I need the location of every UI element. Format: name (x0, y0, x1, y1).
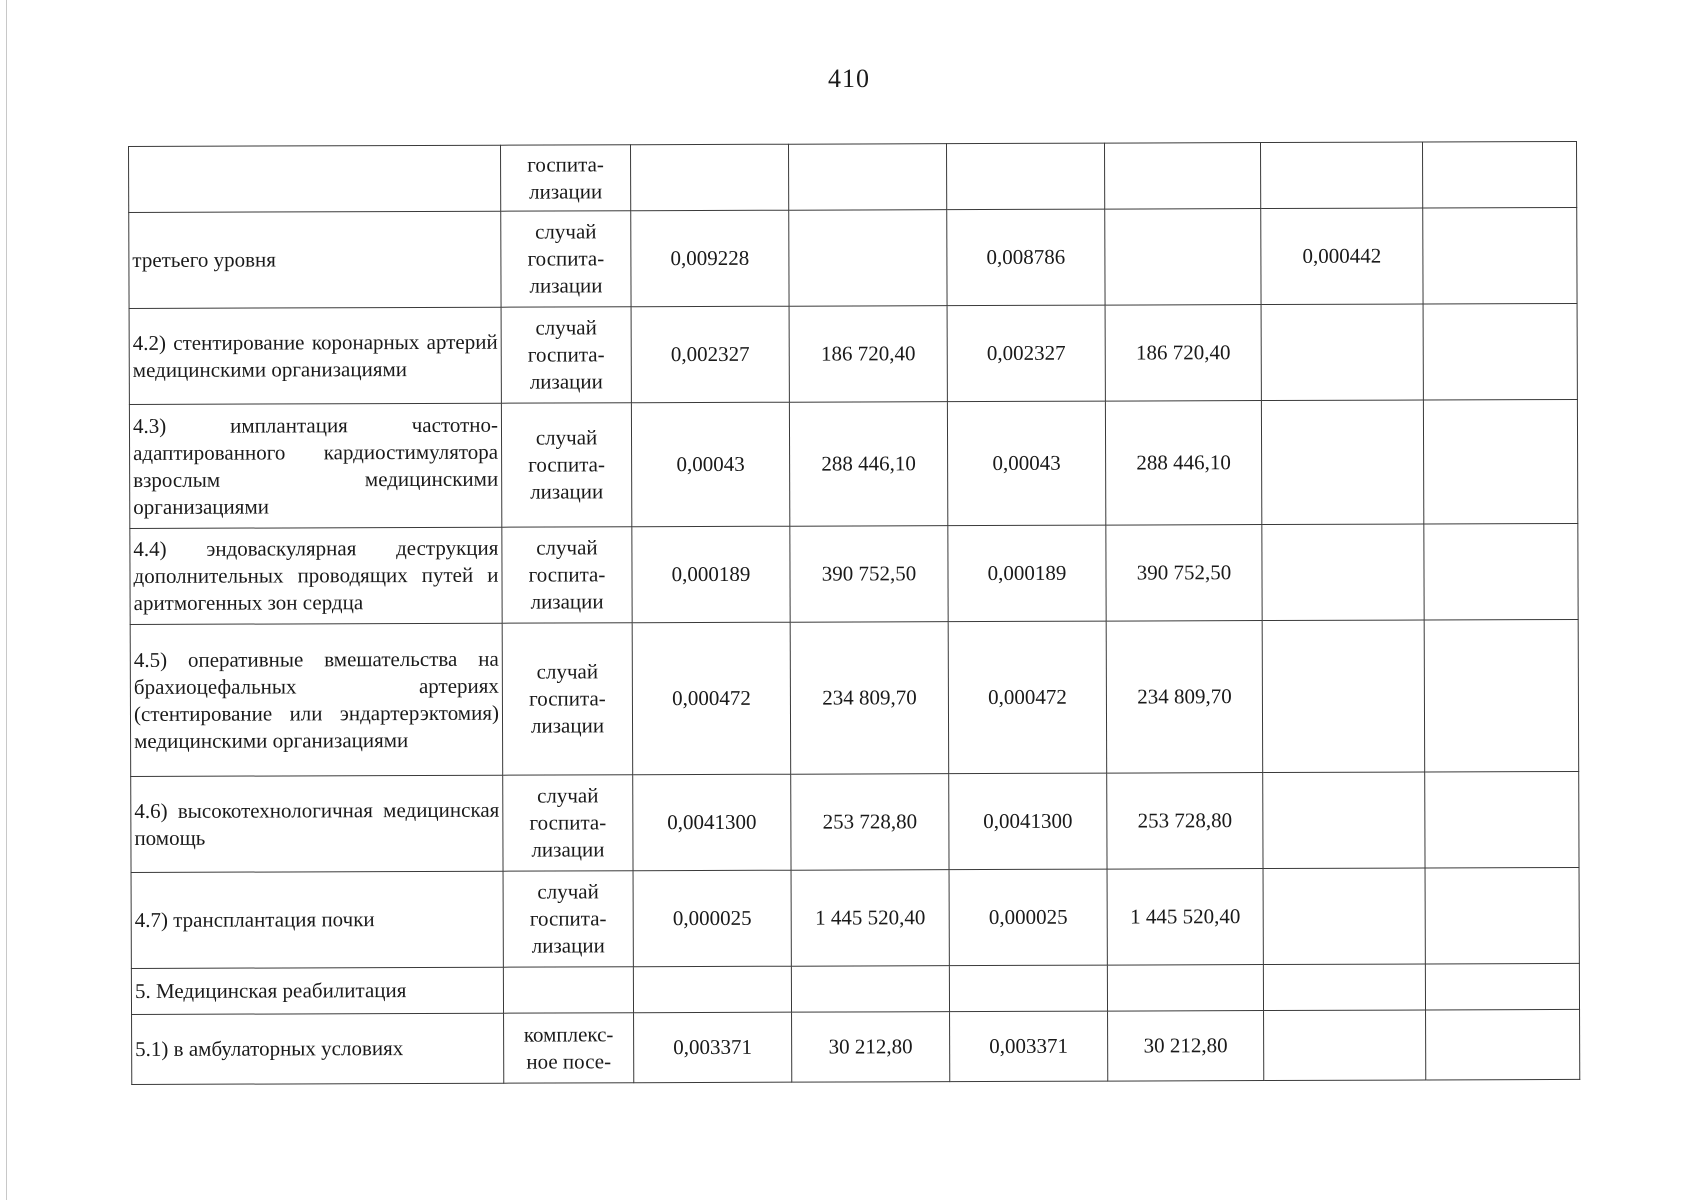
value-cell-v1: 0,000189 (632, 526, 790, 623)
value-cell-v6 (1424, 619, 1579, 772)
value-cell-v4: 390 752,50 (1106, 525, 1262, 622)
row-name: 5.1) в амбулаторных условиях (132, 1013, 504, 1084)
value-cell-v4: 186 720,40 (1105, 305, 1261, 402)
unit-line: госпита- (529, 686, 606, 711)
unit-line: госпита- (527, 246, 605, 271)
row-unit (502, 527, 632, 623)
value-cell-v3: 0,000189 (948, 525, 1106, 622)
value-cell-v6 (1426, 1009, 1580, 1080)
value-cell-v5 (1263, 772, 1425, 869)
row-name (129, 145, 501, 212)
value-cell-v2: 253 728,80 (791, 774, 949, 871)
value-cell-v4 (1105, 209, 1261, 306)
value-cell-v3: 0,002327 (947, 305, 1105, 402)
value-cell-v3: 0,000472 (948, 621, 1107, 774)
row-name: 4.7) трансплантация почки (131, 871, 503, 968)
value-cell-v6 (1425, 963, 1579, 1010)
unit-line: лизации (529, 178, 603, 204)
unit-line: случай (535, 315, 597, 340)
page-number: 410 (828, 64, 870, 93)
unit-line: госпита- (528, 562, 606, 587)
row-name: 4.3) имплантация частотно-адаптированного кардиостимулятора взрослым медицинскими организациями (129, 403, 501, 528)
table-row (129, 207, 1577, 308)
value-cell-v1: 0,002327 (631, 306, 789, 403)
value-cell-v4 (1107, 965, 1263, 1012)
value-cell-v4: 288 446,10 (1105, 401, 1261, 526)
value-cell-v6 (1423, 207, 1577, 304)
unit-line: лизации (529, 273, 603, 298)
row-name: 4.2) стентирование коронарных артерий медицинскими организациями (129, 307, 501, 404)
unit-line: госпита- (527, 151, 604, 177)
table-row (129, 303, 1577, 404)
row-unit (503, 967, 633, 1013)
value-cell-v6 (1425, 771, 1579, 868)
value-cell-v3: 0,000025 (949, 869, 1107, 966)
value-cell-v2: 288 446,10 (789, 402, 947, 527)
table-row (131, 963, 1579, 1014)
value-cell-v2: 234 809,70 (790, 622, 949, 775)
unit-line: случай (535, 425, 598, 450)
value-cell-v4: 253 728,80 (1107, 773, 1263, 870)
table-row (130, 523, 1578, 624)
unit-line: лизации (530, 479, 604, 504)
row-name: 4.4) эндоваскулярная деструкция дополнительных проводящих путей и аритмогенных зон сердца (130, 527, 502, 624)
table-row (129, 399, 1577, 528)
value-cell-v6 (1424, 523, 1578, 620)
unit-line: случай (536, 659, 599, 684)
value-cell-v1 (630, 144, 788, 211)
value-cell-v2 (788, 144, 946, 211)
value-cell-v5 (1264, 1010, 1426, 1081)
unit-line: случай (535, 219, 597, 244)
row-unit (502, 623, 633, 775)
value-cell-v6 (1423, 399, 1577, 524)
page-edge-line (6, 0, 7, 1200)
value-cell-v3: 0,00043 (947, 401, 1105, 526)
value-cell-v6 (1423, 303, 1577, 400)
row-unit (501, 307, 631, 403)
value-cell-v1: 0,000472 (632, 622, 791, 775)
row-name: 4.5) оперативные вмешательства на брахиоцефальных артериях (стентирование или эндартерэктомия) медицинскими организациями (130, 623, 503, 776)
row-name: третьего уровня (129, 211, 501, 308)
value-cell-v1: 0,0041300 (633, 774, 791, 871)
row-unit (500, 145, 630, 211)
unit-line: комплекс- (523, 1021, 614, 1047)
row-unit (501, 403, 631, 527)
tariff-table (128, 141, 1580, 1085)
table-body (129, 141, 1580, 1084)
unit-line: лизации (530, 713, 605, 738)
row-unit (503, 775, 633, 871)
value-cell-v3 (949, 965, 1107, 1012)
unit-line: лизации (531, 837, 605, 862)
unit-line: ное посе- (526, 1048, 612, 1074)
table-row (131, 771, 1579, 872)
unit-line: лизации (529, 369, 603, 394)
table-row (132, 1009, 1580, 1084)
value-cell-v4: 234 809,70 (1106, 621, 1263, 774)
value-cell-v5 (1262, 524, 1424, 621)
row-name: 5. Медицинская реабилитация (131, 967, 503, 1014)
value-cell-v3 (946, 143, 1104, 210)
unit-line: случай (537, 879, 599, 904)
row-unit (504, 1013, 634, 1083)
value-cell-v4 (1104, 143, 1260, 210)
value-cell-v5 (1261, 304, 1423, 401)
value-cell-v2: 1 445 520,40 (791, 870, 949, 967)
unit-line: лизации (531, 933, 605, 958)
value-cell-v6 (1425, 867, 1579, 964)
value-cell-v5 (1261, 400, 1423, 525)
value-cell-v3: 0,008786 (947, 209, 1105, 306)
unit-line: госпита- (529, 810, 607, 835)
value-cell-v4: 30 212,80 (1108, 1011, 1264, 1082)
table-row (131, 867, 1579, 968)
value-cell-v2: 30 212,80 (792, 1012, 950, 1083)
value-cell-v1: 0,000025 (633, 870, 791, 967)
value-cell-v2: 186 720,40 (789, 306, 947, 403)
unit-line: лизации (530, 589, 604, 614)
unit-line: госпита- (527, 342, 605, 367)
value-cell-v5: 0,000442 (1261, 208, 1423, 305)
value-cell-v1 (633, 966, 791, 1013)
value-cell-v5 (1263, 964, 1425, 1011)
value-cell-v1: 0,003371 (634, 1012, 792, 1083)
unit-line: случай (536, 535, 598, 560)
value-cell-v2 (789, 210, 947, 307)
value-cell-v1: 0,00043 (631, 402, 789, 527)
unit-line: госпита- (529, 906, 607, 931)
value-cell-v3: 0,0041300 (949, 773, 1107, 870)
value-cell-v5 (1262, 620, 1425, 773)
value-cell-v3: 0,003371 (950, 1011, 1108, 1082)
table-row (130, 619, 1579, 776)
value-cell-v5 (1260, 142, 1422, 209)
value-cell-v2 (791, 966, 949, 1013)
unit-line: госпита- (528, 452, 605, 477)
value-cell-v4: 1 445 520,40 (1107, 869, 1263, 966)
table-row (129, 141, 1577, 212)
row-unit (501, 211, 631, 307)
value-cell-v2: 390 752,50 (790, 526, 948, 623)
row-name: 4.6) высокотехнологичная медицинская помощь (131, 775, 503, 872)
row-unit (503, 871, 633, 967)
unit-line: случай (537, 783, 599, 808)
value-cell-v1: 0,009228 (631, 210, 789, 307)
value-cell-v5 (1263, 868, 1425, 965)
value-cell-v6 (1422, 141, 1576, 208)
